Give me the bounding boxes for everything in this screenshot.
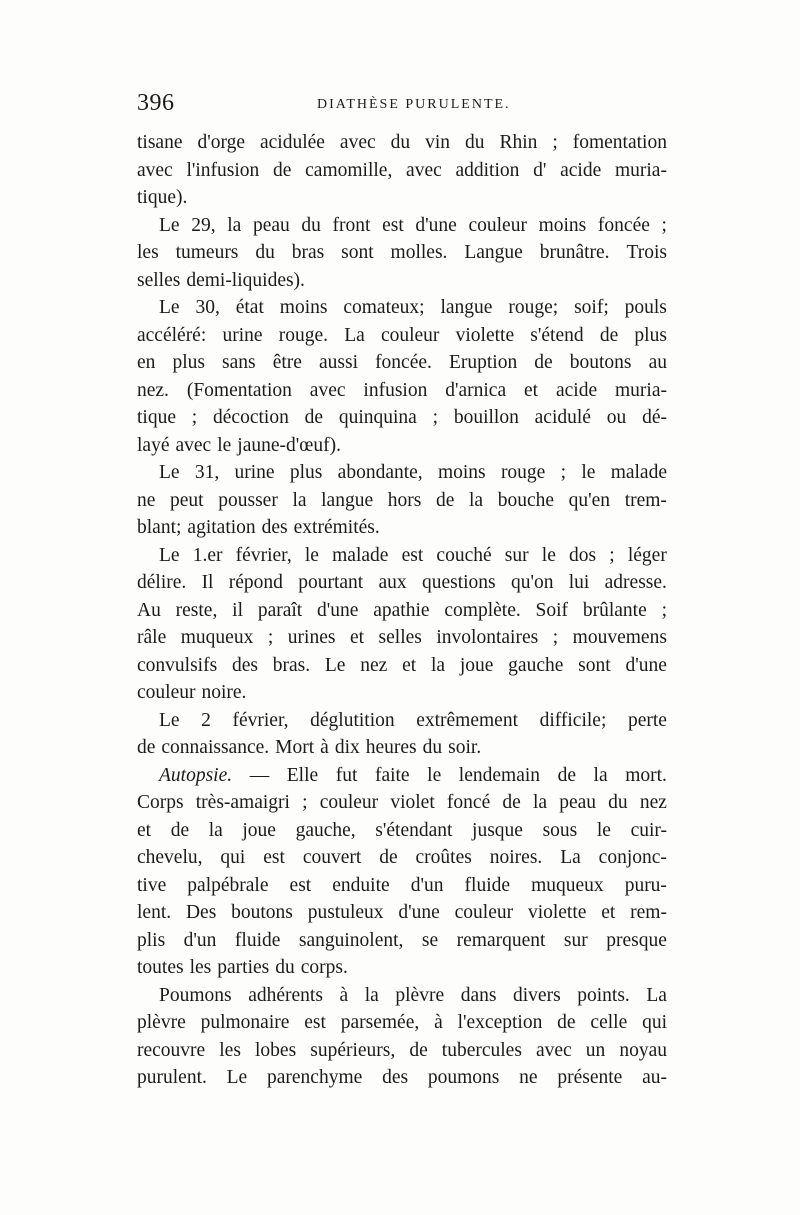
text-line: avec l'infusion de camomille, avec addition d' acide muria- <box>137 159 667 181</box>
text-line: recouvre les lobes supérieurs, de tubercules avec un noyau <box>137 1039 667 1061</box>
text-line: tique ; décoction de quinquina ; bouillon acidulé ou dé- <box>137 407 667 428</box>
text-line: tisane d'orge acidulée avec du vin du Rhin ; fomentation <box>137 132 667 153</box>
text-line: convulsifs des bras. Le nez et la joue gauche sont d'une <box>137 654 667 676</box>
text-line: selles demi-liquides). <box>137 269 305 291</box>
text-line: Le 2 février, déglutition extrêmement difficile; perte <box>159 709 667 731</box>
page-number: 396 <box>137 90 175 116</box>
text-line: couleur noire. <box>137 682 247 703</box>
text-line: Corps très-amaigri ; couleur violet foncé de la peau du nez <box>137 792 667 813</box>
text-line: les tumeurs du bras sont molles. Langue brunâtre. Trois <box>137 242 667 263</box>
text-line: Poumons adhérents à la plèvre dans divers points. La <box>159 984 667 1006</box>
text-line: chevelu, qui est couvert de croûtes noires. La conjonc- <box>137 847 667 868</box>
text-line: nez. (Fomentation avec infusion d'arnica et acide muria- <box>137 379 667 401</box>
running-title: DIATHÈSE PURULENTE. <box>317 97 511 112</box>
text-line: râle muqueux ; urines et selles involontaires ; mouvemens <box>137 627 667 648</box>
text-line: toutes les parties du corps. <box>137 957 348 978</box>
text-line: layé avec le jaune-d'œuf). <box>137 434 341 456</box>
text-line: accéléré: urine rouge. La couleur violette s'étend de plus <box>137 324 667 346</box>
text-line: plis d'un fluide sanguinolent, se remarquent sur presque <box>137 929 667 951</box>
text-line: et de la joue gauche, s'étendant jusque sous le cuir- <box>137 819 667 841</box>
text-line: Le 31, urine plus abondante, moins rouge ; le malade <box>159 462 667 483</box>
text-line: lent. Des boutons pustuleux d'une couleur violette et rem- <box>137 902 667 923</box>
text-line: ne peut pousser la langue hors de la bouche qu'en trem- <box>137 489 667 511</box>
text-line: Le 29, la peau du front est d'une couleur moins foncée ; <box>159 214 667 236</box>
text-line: tive palpébrale est enduite d'un fluide muqueux puru- <box>137 874 667 896</box>
text-line: plèvre pulmonaire est parsemée, à l'exception de celle qui <box>137 1012 667 1033</box>
running-head <box>137 90 667 120</box>
text-line: Le 30, état moins comateux; langue rouge; soif; pouls <box>159 297 667 318</box>
text-line: Au reste, il paraît d'une apathie complète. Soif brûlante ; <box>137 599 667 621</box>
text-line: tique). <box>137 187 188 208</box>
text-line: délire. Il répond pourtant aux questions qu'on lui adresse. <box>137 572 667 593</box>
text-line: purulent. Le parenchyme des poumons ne présente au- <box>137 1067 667 1088</box>
text-line: Le 1.er février, le malade est couché sur le dos ; léger <box>159 544 667 566</box>
body-text <box>137 129 667 1092</box>
text-line: blant; agitation des extrémités. <box>137 517 380 538</box>
text-line: en plus sans être aussi foncée. Eruption de boutons au <box>137 352 667 373</box>
text-line: de connaissance. Mort à dix heures du soir. <box>137 737 482 758</box>
text-line: Autopsie. — Elle fut faite le lendemain de la mort. <box>159 764 667 786</box>
